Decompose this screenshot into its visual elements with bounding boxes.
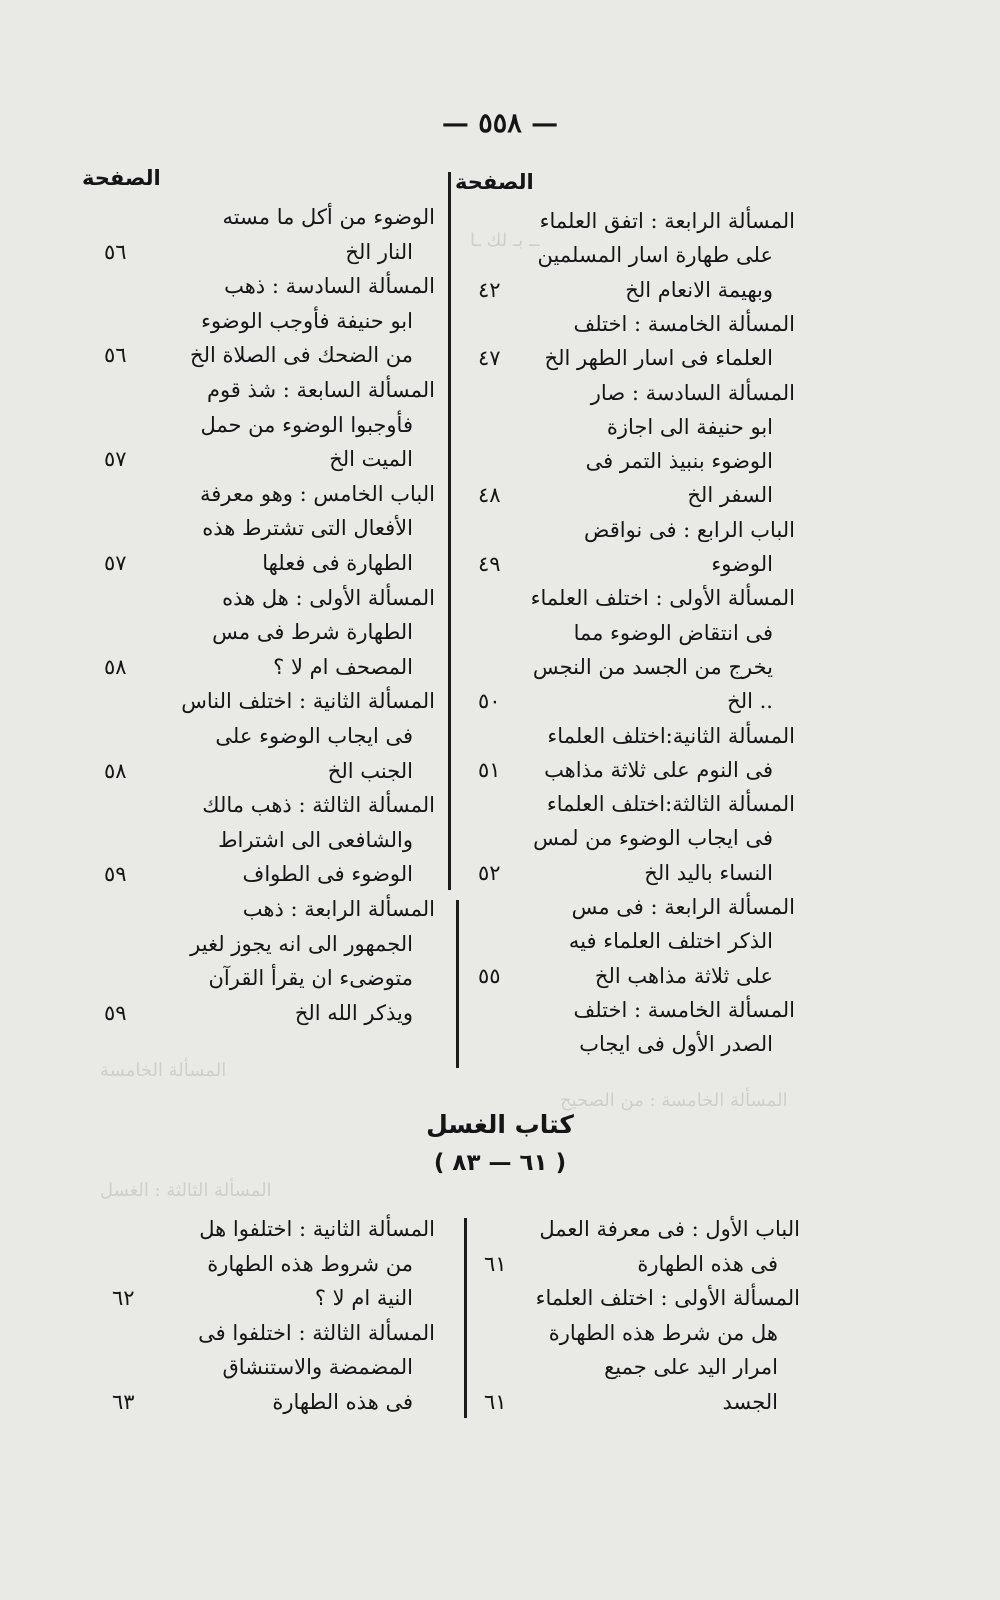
index-entry-page-number: ٥٠ [478, 689, 501, 714]
index-entry-page-number: ٥٦ [104, 343, 127, 368]
index-entry-line: المسألة الرابعة : اتفق العلماء [539, 209, 795, 233]
index-entry-line: الذكر اختلف العلماء فيه [568, 929, 773, 954]
index-entry-line: المسألة الثالثة : ذهب مالك [202, 793, 435, 818]
index-entry-line: المسألة الخامسة : اختلف [573, 997, 795, 1022]
index-entry-page-number: ٥٧ [104, 551, 127, 575]
index-entry-line: والشافعى الى اشتراط [218, 827, 413, 852]
index-entry-line: النية ام لا ؟ [314, 1286, 413, 1310]
index-entry-line: السفر الخ [687, 483, 773, 508]
index-entry-line: المسألة الثانية : اختلفوا هل [199, 1217, 435, 1241]
index-entry-line: المسألة الثالثة:اختلف العلماء [546, 792, 795, 817]
index-entry-line: امرار اليد على جميع [604, 1355, 778, 1379]
index-entry-line: الأفعال التى تشترط هذه [202, 516, 413, 541]
index-entry-line: الوضوء فى الطواف [242, 862, 413, 887]
index-entry-line: الطهارة شرط فى مس [212, 620, 413, 645]
index-entry-line: على ثلاثة مذاهب الخ [594, 963, 773, 988]
index-entry-line: المسألة الثانية:اختلف العلماء [547, 723, 795, 748]
index-entry-line: فى ايجاب الوضوء على [215, 724, 413, 748]
index-entry-page-number: ٥٧ [104, 447, 127, 472]
index-entry-line: المسألة الرابعة : فى مس [571, 895, 795, 919]
bleed-through-mark: ــ بـ لك ـا [470, 230, 540, 251]
index-entry-line: الجسد [722, 1389, 778, 1414]
page-number: — ٥٥٨ — [441, 108, 559, 139]
index-entry-line: من الضحك فى الصلاة الخ [190, 343, 413, 368]
index-entry-page-number: ٤٩ [478, 552, 501, 576]
bleed-through-mark: المسألة الخامسة : من الصحيح [560, 1090, 788, 1111]
index-entry-line: النار الخ [345, 239, 413, 264]
index-entry-line: العلماء فى اسار الطهر الخ [544, 346, 773, 371]
index-entry-page-number: ٤٨ [478, 483, 501, 508]
index-entry-line: المسألة الرابعة : ذهب [242, 897, 435, 921]
index-entry-line: وبهيمة الانعام الخ [625, 277, 773, 302]
index-entry-line: الجمهور الى انه يجوز لغير [190, 931, 413, 956]
section-page-range: ( ٦١ — ٨٣ ) [433, 1150, 567, 1176]
index-entry-line: يخرج من الجسد من النجس [532, 654, 773, 679]
index-entry-line: على طهارة اسار المسلمين [537, 243, 773, 268]
section-title: كتاب الغسل [426, 1110, 574, 1139]
index-entry-line: المسألة الثالثة : اختلفوا فى [198, 1320, 435, 1345]
index-entry-line: الباب الخامس : وهو معرفة [199, 481, 435, 506]
bleed-through-mark: المسألة الخامسة [100, 1060, 227, 1081]
index-entry-page-number: ٥٢ [478, 860, 501, 885]
index-entry-line: فأوجبوا الوضوء من حمل [200, 412, 413, 437]
index-entry-line: المسألة الثانية : اختلف الناس [181, 689, 435, 714]
column-divider [448, 172, 451, 890]
index-entry-line: .. الخ [727, 689, 773, 714]
index-entry-line: فى هذه الطهارة [272, 1389, 413, 1414]
index-entry-line: المسألة السابعة : شذ قوم [206, 378, 435, 402]
index-entry-line: الوضوء من أكل ما مسته [222, 205, 435, 229]
index-entry-page-number: ٤٧ [478, 346, 501, 371]
index-entry-line: ابو حنيفة الى اجازة [606, 414, 773, 439]
index-entry-page-number: ٥٨ [104, 654, 127, 679]
index-entry-line: ويذكر الله الخ [294, 1000, 413, 1025]
index-entry-page-number: ٤٢ [478, 277, 501, 302]
index-entry-line: من شروط هذه الطهارة [207, 1251, 413, 1276]
index-entry-page-number: ٥٩ [104, 1000, 127, 1025]
index-entry-line: الوضوء بنبيذ التمر فى [585, 449, 773, 474]
column-divider [464, 1218, 467, 1418]
index-entry-line: الوضوء [711, 552, 773, 576]
index-entry-line: فى ايجاب الوضوء من لمس [533, 826, 773, 851]
index-entry-line: الصدر الأول فى ايجاب [579, 1032, 773, 1057]
index-entry-page-number: ٦٢ [112, 1286, 135, 1310]
index-entry-line: متوضىء ان يقرأ القرآن [208, 966, 413, 991]
index-entry-page-number: ٦١ [484, 1251, 507, 1276]
index-entry-line: المسألة الأولى : هل هذه [222, 585, 435, 610]
index-entry-line: فى هذه الطهارة [637, 1251, 778, 1276]
index-entry-line: المصحف ام لا ؟ [273, 654, 413, 679]
index-entry-line: الطهارة فى فعلها [262, 551, 413, 575]
index-entry-line: ابو حنيفة فأوجب الوضوء [201, 308, 413, 333]
index-entry-page-number: ٥٦ [104, 239, 127, 264]
index-entry-line: المسألة الخامسة : اختلف [573, 311, 795, 336]
index-entry-page-number: ٦٣ [112, 1389, 135, 1414]
index-entry-line: الباب الأول : فى معرفة العمل [539, 1217, 800, 1241]
index-entry-line: المضمضة والاستنشاق [222, 1355, 413, 1379]
index-entry-page-number: ٦١ [484, 1389, 507, 1414]
index-entry-line: فى النوم على ثلاثة مذاهب [544, 757, 773, 782]
index-entry-line: المسألة السادسة : ذهب [224, 274, 435, 299]
index-entry-line: المسألة الأولى : اختلف العلماء [530, 586, 795, 611]
index-entry-page-number: ٥٨ [104, 758, 127, 783]
index-entry-line: المسألة الأولى : اختلف العلماء [535, 1286, 800, 1310]
index-entry-line: هل من شرط هذه الطهارة [548, 1320, 778, 1345]
left-column-header: الصفحة [82, 166, 161, 190]
index-entry-line: المسألة السادسة : صار [590, 380, 795, 405]
right-column-header: الصفحة [455, 170, 534, 194]
index-entry-line: النساء باليد الخ [644, 860, 773, 885]
index-entry-line: الميت الخ [329, 447, 413, 472]
column-divider [456, 900, 459, 1068]
index-entry-page-number: ٥٥ [478, 963, 501, 988]
bleed-through-mark: المسألة الثالثة : الغسل [100, 1180, 272, 1201]
index-entry-page-number: ٥١ [478, 757, 501, 782]
index-entry-line: الباب الرابع : فى نواقض [583, 517, 795, 542]
index-entry-page-number: ٥٩ [104, 862, 127, 887]
index-entry-line: فى انتقاض الوضوء مما [573, 620, 773, 645]
index-entry-line: الجنب الخ [327, 758, 413, 783]
